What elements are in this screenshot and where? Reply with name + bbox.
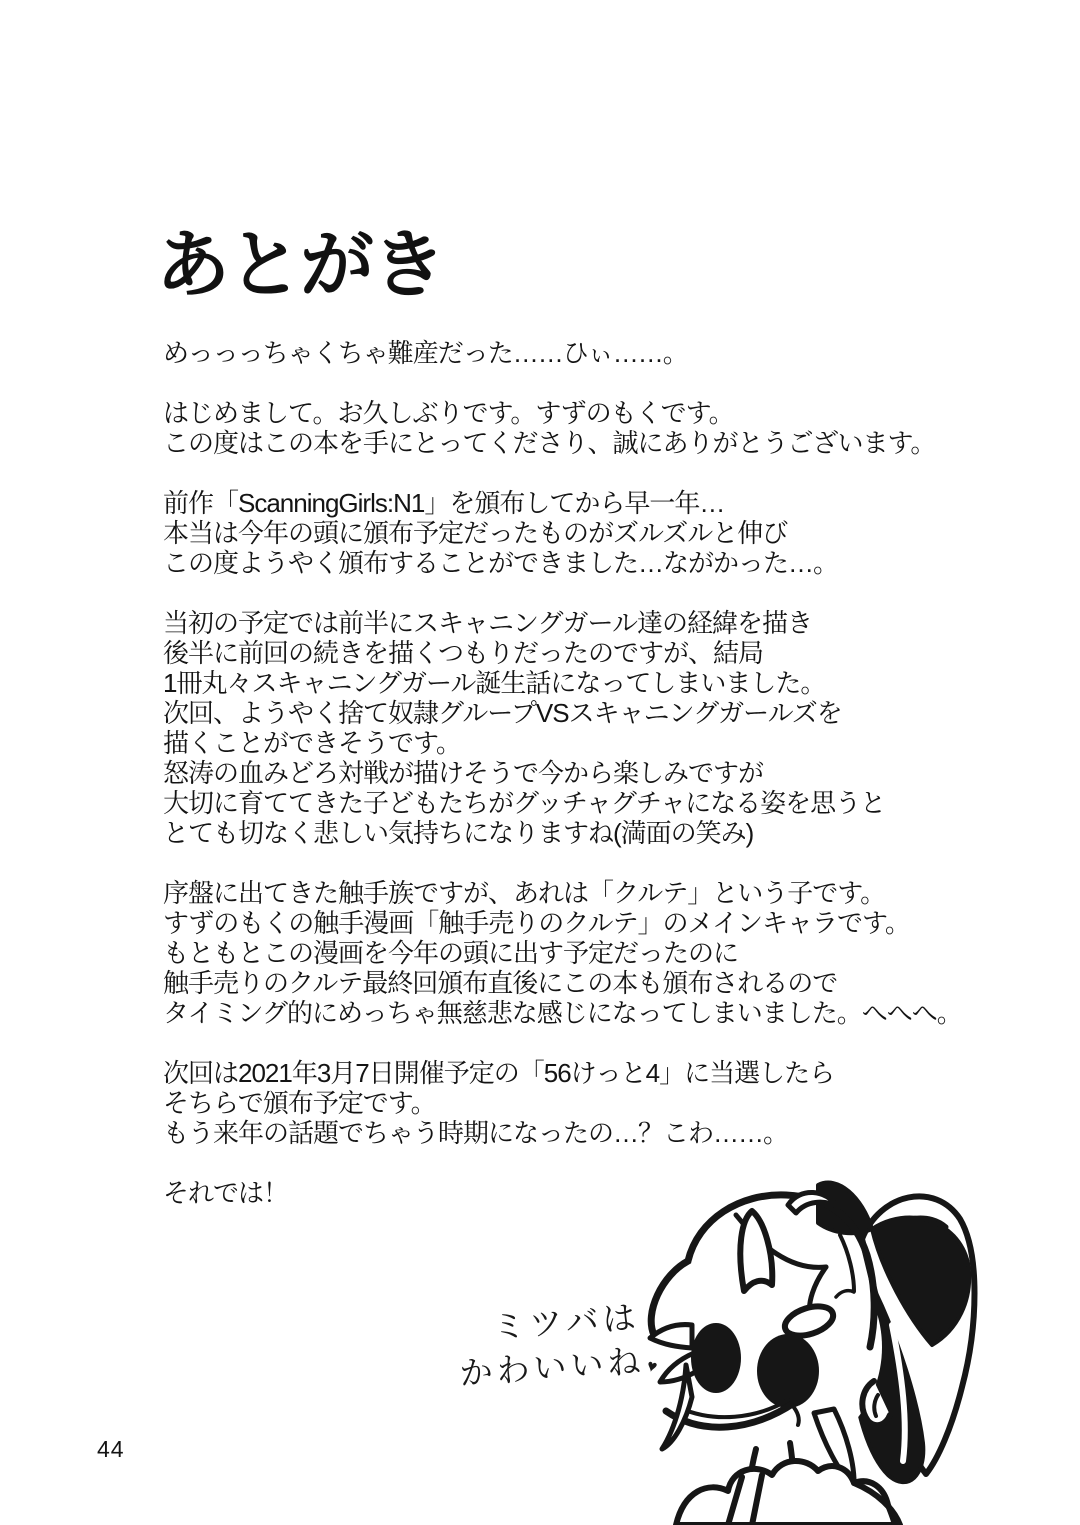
paragraph-2 — [163, 398, 963, 458]
text-line: 前作「ScanningGirls:N1」を頒布してから早一年… — [163, 488, 725, 518]
left-eye — [691, 1323, 741, 1393]
handwritten-text: かわいいね — [458, 1344, 646, 1393]
text-line: もう来年の話題でちゃう時期になったの…？こわ……。 — [163, 1118, 789, 1148]
text-line: そちらで頒布予定です。 — [163, 1088, 436, 1118]
text-line: とても切なく悲しい気持ちになりますね(満面の笑み) — [163, 818, 754, 848]
text-line: 1冊丸々スキャニングガール誕生話になってしまいました。 — [163, 668, 826, 698]
text-line: 触手売りのクルテ最終回頒布直後にこの本も頒布されるので — [163, 968, 838, 998]
handwritten-line: ミツバは — [491, 1300, 641, 1347]
text-line: 怒涛の血みどろ対戦が描けそうで今から楽しみですが — [163, 758, 764, 788]
text-line: はじめまして。お久しぶりです。すずのもくです。 — [163, 398, 734, 428]
face — [650, 1192, 890, 1487]
page-title: あとがき — [156, 222, 444, 308]
paragraph-4 — [163, 608, 963, 848]
paragraph-1 — [163, 338, 963, 368]
text-line: 後半に前回の続きを描くつもりだったのですが、結局 — [163, 638, 764, 668]
text-line: この度ようやく頒布することができました…ながかった…。 — [163, 548, 839, 578]
text-line: めっっっちゃくちゃ難産だった……ひぃ……。 — [163, 338, 688, 368]
handwritten-line — [458, 1339, 664, 1397]
text-line: 序盤に出てきた触手族ですが、あれは「クルテ」という子です。 — [163, 878, 886, 908]
ruffled-collar — [676, 1461, 895, 1525]
text-line: すずのもくの触手漫画「触手売りのクルテ」のメインキャラです。 — [163, 908, 910, 938]
text-line: それでは！ — [163, 1178, 289, 1208]
text-line: もともとこの漫画を今年の頭に出す予定だったのに — [163, 938, 739, 968]
text-line: タイミング的にめっちゃ無慈悲な感じになってしまいました。へへへ。 — [163, 998, 962, 1028]
text-line: 大切に育ててきた子どもたちがグッチャグチャになる姿を思うと — [163, 788, 886, 818]
paragraph-3 — [163, 488, 963, 578]
chibi-character-illustration — [640, 1175, 1000, 1525]
horn — [740, 1211, 772, 1291]
text-line: この度はこの本を手にとってくださり、誠にありがとうございます。 — [163, 428, 936, 458]
paragraph-6 — [163, 1058, 963, 1148]
heart-icon: ♥ — [644, 1355, 664, 1378]
text-line: 描くことができそうです。 — [163, 728, 461, 758]
right-eye — [757, 1334, 819, 1408]
text-line: 当初の予定では前半にスキャニングガール達の経緯を描き — [163, 608, 812, 638]
afterword-body — [163, 338, 963, 1238]
text-line: 次回、ようやく捨て奴隷グループVSスキャニングガールズを — [163, 698, 842, 728]
paragraph-5 — [163, 878, 963, 1028]
text-line: 本当は今年の頭に頒布予定だったものがズルズルと伸び — [163, 518, 788, 548]
page-number: 44 — [97, 1436, 125, 1462]
text-line: 次回は2021年3月7日開催予定の「56けっと4」に当選したら — [163, 1058, 835, 1088]
handwritten-note — [455, 1295, 664, 1397]
